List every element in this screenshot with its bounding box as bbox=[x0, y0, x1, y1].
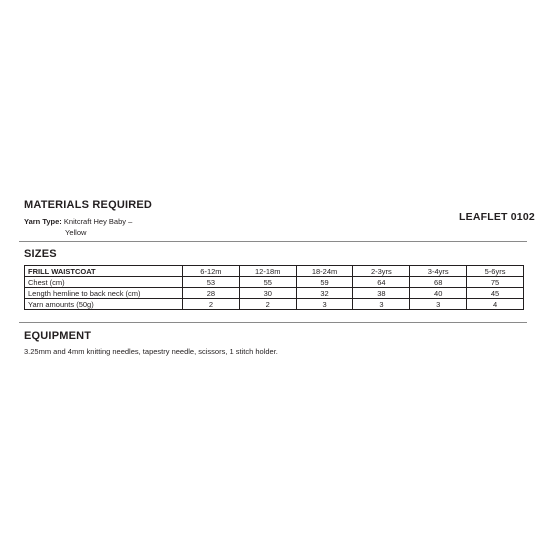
yarn-type-value-line2: Yellow bbox=[65, 228, 87, 237]
table-cell: 30 bbox=[239, 288, 296, 299]
table-header-row bbox=[25, 266, 524, 277]
table-row-label: Chest (cm) bbox=[25, 277, 183, 288]
yarn-type-label: Yarn Type: bbox=[24, 217, 62, 226]
table-header-cell: 6-12m bbox=[183, 266, 240, 277]
table-cell: 2 bbox=[183, 299, 240, 310]
table-cell: 3 bbox=[353, 299, 410, 310]
sizes-heading: SIZES bbox=[24, 248, 57, 260]
yarn-type-value: Knitcraft Hey Baby – bbox=[63, 217, 133, 226]
table-row bbox=[25, 277, 524, 288]
divider bbox=[19, 241, 527, 242]
table-cell: 55 bbox=[239, 277, 296, 288]
yarn-type bbox=[24, 216, 132, 227]
table-row bbox=[25, 299, 524, 310]
leaflet-number: LEAFLET 0102 bbox=[459, 211, 535, 223]
table-header-cell: 2-3yrs bbox=[353, 266, 410, 277]
table-cell: 59 bbox=[296, 277, 353, 288]
table-row-label: Yarn amounts (50g) bbox=[25, 299, 183, 310]
table-row bbox=[25, 288, 524, 299]
table-row-label: Length hemline to back neck (cm) bbox=[25, 288, 183, 299]
table-cell: 32 bbox=[296, 288, 353, 299]
table-cell: 64 bbox=[353, 277, 410, 288]
table-header-title: FRILL WAISTCOAT bbox=[25, 266, 183, 277]
divider bbox=[19, 322, 527, 323]
table-cell: 3 bbox=[296, 299, 353, 310]
table-cell: 40 bbox=[410, 288, 467, 299]
table-cell: 3 bbox=[410, 299, 467, 310]
table-header-cell: 12-18m bbox=[239, 266, 296, 277]
materials-heading: MATERIALS REQUIRED bbox=[24, 199, 153, 211]
table-cell: 53 bbox=[183, 277, 240, 288]
table-cell: 28 bbox=[183, 288, 240, 299]
table-cell: 45 bbox=[467, 288, 524, 299]
table-cell: 68 bbox=[410, 277, 467, 288]
table-header-cell: 5-6yrs bbox=[467, 266, 524, 277]
table-cell: 2 bbox=[239, 299, 296, 310]
equipment-heading: EQUIPMENT bbox=[24, 330, 92, 342]
table-cell: 38 bbox=[353, 288, 410, 299]
table-header-cell: 3-4yrs bbox=[410, 266, 467, 277]
table-cell: 4 bbox=[467, 299, 524, 310]
table-cell: 75 bbox=[467, 277, 524, 288]
sizes-table bbox=[24, 265, 524, 310]
equipment-text: 3.25mm and 4mm knitting needles, tapestry needle, scissors, 1 stitch holder. bbox=[24, 347, 278, 356]
table-header-cell: 18-24m bbox=[296, 266, 353, 277]
